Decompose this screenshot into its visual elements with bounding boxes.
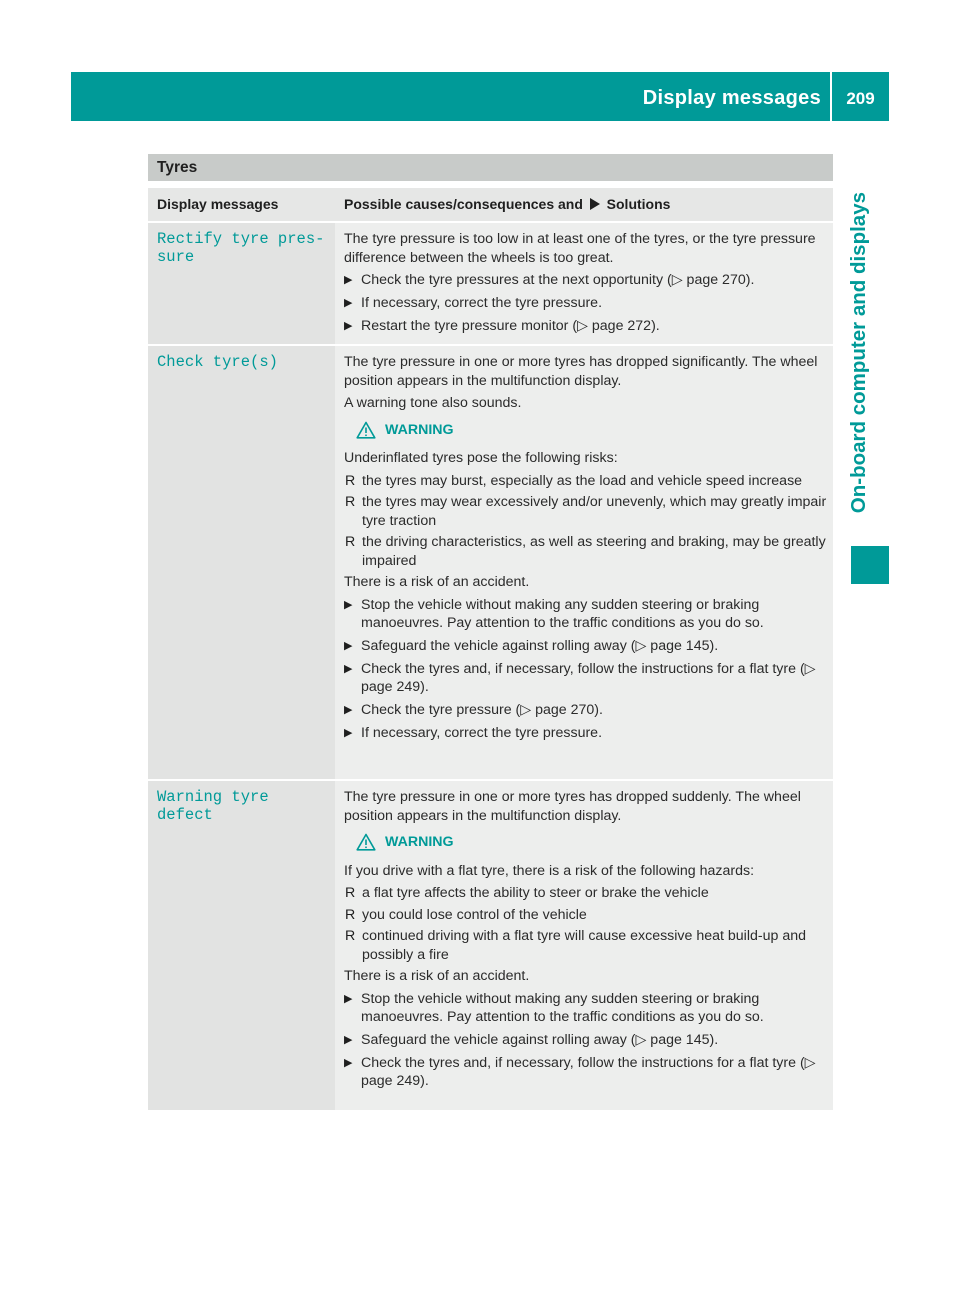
instruction-step (344, 271, 827, 290)
bullet-text: a flat tyre affects the ability to steer or brake the vehicle (362, 885, 709, 901)
cause-text: The tyre pressure in one or more tyres has dropped significantly. The wheel position appears in the multifunction display. (344, 354, 818, 389)
instruction-step (344, 596, 827, 633)
step-text: Safeguard the vehicle against rolling away (▷ page 145). (361, 1031, 719, 1048)
chapter-tab-label: On-board computer and displays (847, 192, 870, 514)
bullet-r-icon: R (345, 534, 356, 550)
arrow-right-icon: ▶ (344, 1033, 353, 1046)
risk-statement: There is a risk of an accident. (344, 574, 530, 590)
page-header (71, 72, 889, 121)
col-header-display: Display messages (157, 196, 279, 212)
arrow-right-icon: ▶ (344, 662, 353, 675)
arrow-right-icon: ▶ (344, 726, 353, 739)
step-text: Check the tyre pressure (▷ page 270). (361, 701, 603, 718)
arrow-right-icon: ▶ (344, 320, 353, 332)
step-text: Stop the vehicle without making any sudden steering or braking manoeuvres. Pay attention to the traffic conditions as you do so. (361, 596, 764, 631)
col-header-solutions (335, 188, 833, 221)
risk-bullet (344, 884, 827, 903)
solution-cell (335, 781, 833, 1110)
table-title: Tyres (148, 154, 833, 181)
arrow-right-icon: ▶ (344, 598, 353, 611)
cause-text: The tyre pressure is too low in at least one of the tyres, or the tyre pressure difference between the wheels is too great. (344, 231, 816, 266)
bullet-r-icon: R (345, 885, 356, 901)
warning-triangle-icon (356, 833, 376, 851)
display-message: Warning tyre defect (148, 781, 335, 1110)
table-row (148, 779, 833, 1110)
col-header-solutions-suffix: Solutions (606, 196, 671, 212)
step-text: Check the tyre pressures at the next opportunity (▷ page 270). (361, 272, 755, 288)
arrow-right-icon: ▶ (344, 703, 353, 716)
bullet-text: you could lose control of the vehicle (362, 906, 587, 923)
step-text: If necessary, correct the tyre pressure. (361, 295, 603, 311)
step-text: Safeguard the vehicle against rolling away (▷ page 145). (361, 637, 719, 654)
warning-label: WARNING (385, 421, 454, 438)
instruction-step (344, 637, 827, 656)
step-text: Stop the vehicle without making any sudden steering or braking manoeuvres. Pay attention to the traffic conditions as you do so. (361, 990, 764, 1025)
display-message-line: sure (157, 248, 195, 266)
warning-label: WARNING (385, 834, 454, 850)
warning-heading (356, 833, 827, 852)
table-row (148, 221, 833, 344)
step-text: Check the tyres and, if necessary, follow the instructions for a flat tyre (▷ page 249). (361, 660, 816, 695)
bullet-text: the tyres may burst, especially as the load and vehicle speed increase (362, 472, 803, 489)
table-header-row (148, 188, 833, 221)
col-header-solutions-text: Possible causes/consequences and (344, 196, 583, 212)
risk-statement: There is a risk of an accident. (344, 968, 530, 984)
risk-bullet (344, 533, 827, 570)
bullet-r-icon: R (345, 472, 356, 489)
risk-bullet (344, 927, 827, 964)
bullet-text: continued driving with a flat tyre will cause excessive heat build-up and possibly a fire (362, 928, 806, 963)
step-text: Restart the tyre pressure monitor (▷ page 272). (361, 318, 660, 334)
warning-intro: If you drive with a flat tyre, there is a risk of the following hazards: (344, 862, 755, 879)
arrow-right-icon: ▶ (344, 1056, 353, 1069)
arrow-right-icon (590, 198, 600, 210)
instruction-step (344, 990, 827, 1027)
instruction-step (344, 660, 827, 697)
step-text: Check the tyres and, if necessary, follow the instructions for a flat tyre (▷ page 249). (361, 1054, 816, 1089)
cause-text: A warning tone also sounds. (344, 395, 522, 411)
bullet-r-icon: R (345, 494, 356, 510)
tyres-table (148, 154, 833, 1110)
arrow-right-icon: ▶ (344, 297, 353, 309)
instruction-step (344, 317, 827, 336)
section-title: Display messages (642, 87, 821, 109)
arrow-right-icon: ▶ (344, 639, 353, 652)
bullet-r-icon: R (345, 928, 356, 944)
instruction-step (344, 724, 827, 743)
display-message: Check tyre(s) (148, 346, 335, 779)
display-message-line: Rectify tyre pres‐ (157, 230, 325, 248)
risk-bullet (344, 472, 827, 491)
instruction-step (344, 294, 827, 313)
warning-triangle-icon (356, 421, 376, 439)
bullet-text: the driving characteristics, as well as steering and braking, may be greatly impaired (362, 534, 826, 569)
table-row (148, 344, 833, 779)
chapter-tab (843, 172, 875, 534)
arrow-right-icon: ▶ (344, 274, 353, 286)
warning-intro: Underinflated tyres pose the following risks: (344, 450, 618, 466)
bullet-r-icon: R (345, 906, 356, 923)
warning-heading (356, 421, 827, 440)
instruction-step (344, 701, 827, 720)
instruction-step (344, 1054, 827, 1091)
instruction-step (344, 1031, 827, 1050)
chapter-marker (851, 546, 889, 584)
bullet-text: the tyres may wear excessively and/or unevenly, which may greatly impair tyre traction (362, 494, 827, 529)
solution-cell (335, 223, 833, 344)
display-message (148, 223, 335, 344)
arrow-right-icon: ▶ (344, 992, 353, 1005)
solution-cell (335, 346, 833, 779)
step-text: If necessary, correct the tyre pressure. (361, 724, 603, 741)
risk-bullet (344, 906, 827, 925)
page-number: 209 (846, 89, 875, 108)
cause-text: The tyre pressure in one or more tyres has dropped suddenly. The wheel position appears in the multifunction display. (344, 789, 801, 824)
risk-bullet (344, 493, 827, 530)
